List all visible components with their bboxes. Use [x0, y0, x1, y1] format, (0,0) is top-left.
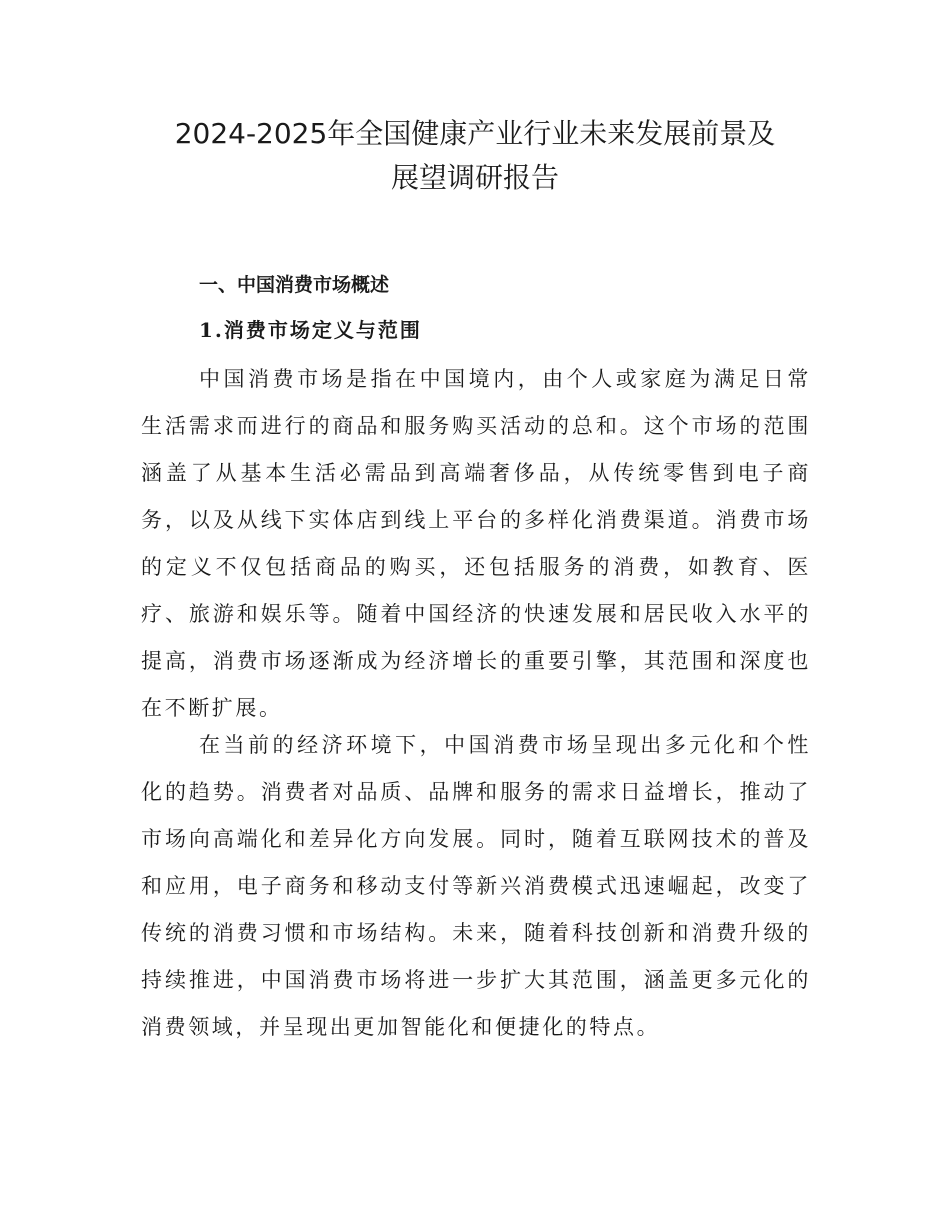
title-line-2: 展望调研报告: [390, 161, 559, 194]
body-paragraph-1: 中国消费市场是指在中国境内，由个人或家庭为满足日常生活需求而进行的商品和服务购买活动的总和。这个市场的范围涵盖了从基本生活必需品到高端奢侈品，从传统零售到电子商务，以及从线下实体店到线上平台的多样化消费渠道。消费市场的定义不仅包括商品的购买，还包括服务的消费，如教育、医疗、旅游和娱乐等。随着中国经济的快速发展和居民收入水平的提高，消费市场逐渐成为经济增长的重要引擎，其范围和深度也在不断扩展。: [141, 367, 811, 720]
body-paragraph-2: 在当前的经济环境下，中国消费市场呈现出多元化和个性化的趋势。消费者对品质、品牌和服务的需求日益增长，推动了市场向高端化和差异化方向发展。同时，随着互联网技术的普及和应用，电子商务和移动支付等新兴消费模式迅速崛起，改变了传统的消费习惯和市场结构。未来，随着科技创新和消费升级的持续推进，中国消费市场将进一步扩大其范围，涵盖更多元化的消费领域，并呈现出更加智能化和便捷化的特点。: [141, 733, 811, 1039]
subsection-heading: 1.消费市场定义与范围: [199, 318, 422, 342]
title-line-1: 2024-2025年全国健康产业行业未来发展前景及: [174, 117, 776, 150]
document-title: [100, 112, 850, 200]
section-heading: 一、中国消费市场概述: [199, 274, 390, 296]
